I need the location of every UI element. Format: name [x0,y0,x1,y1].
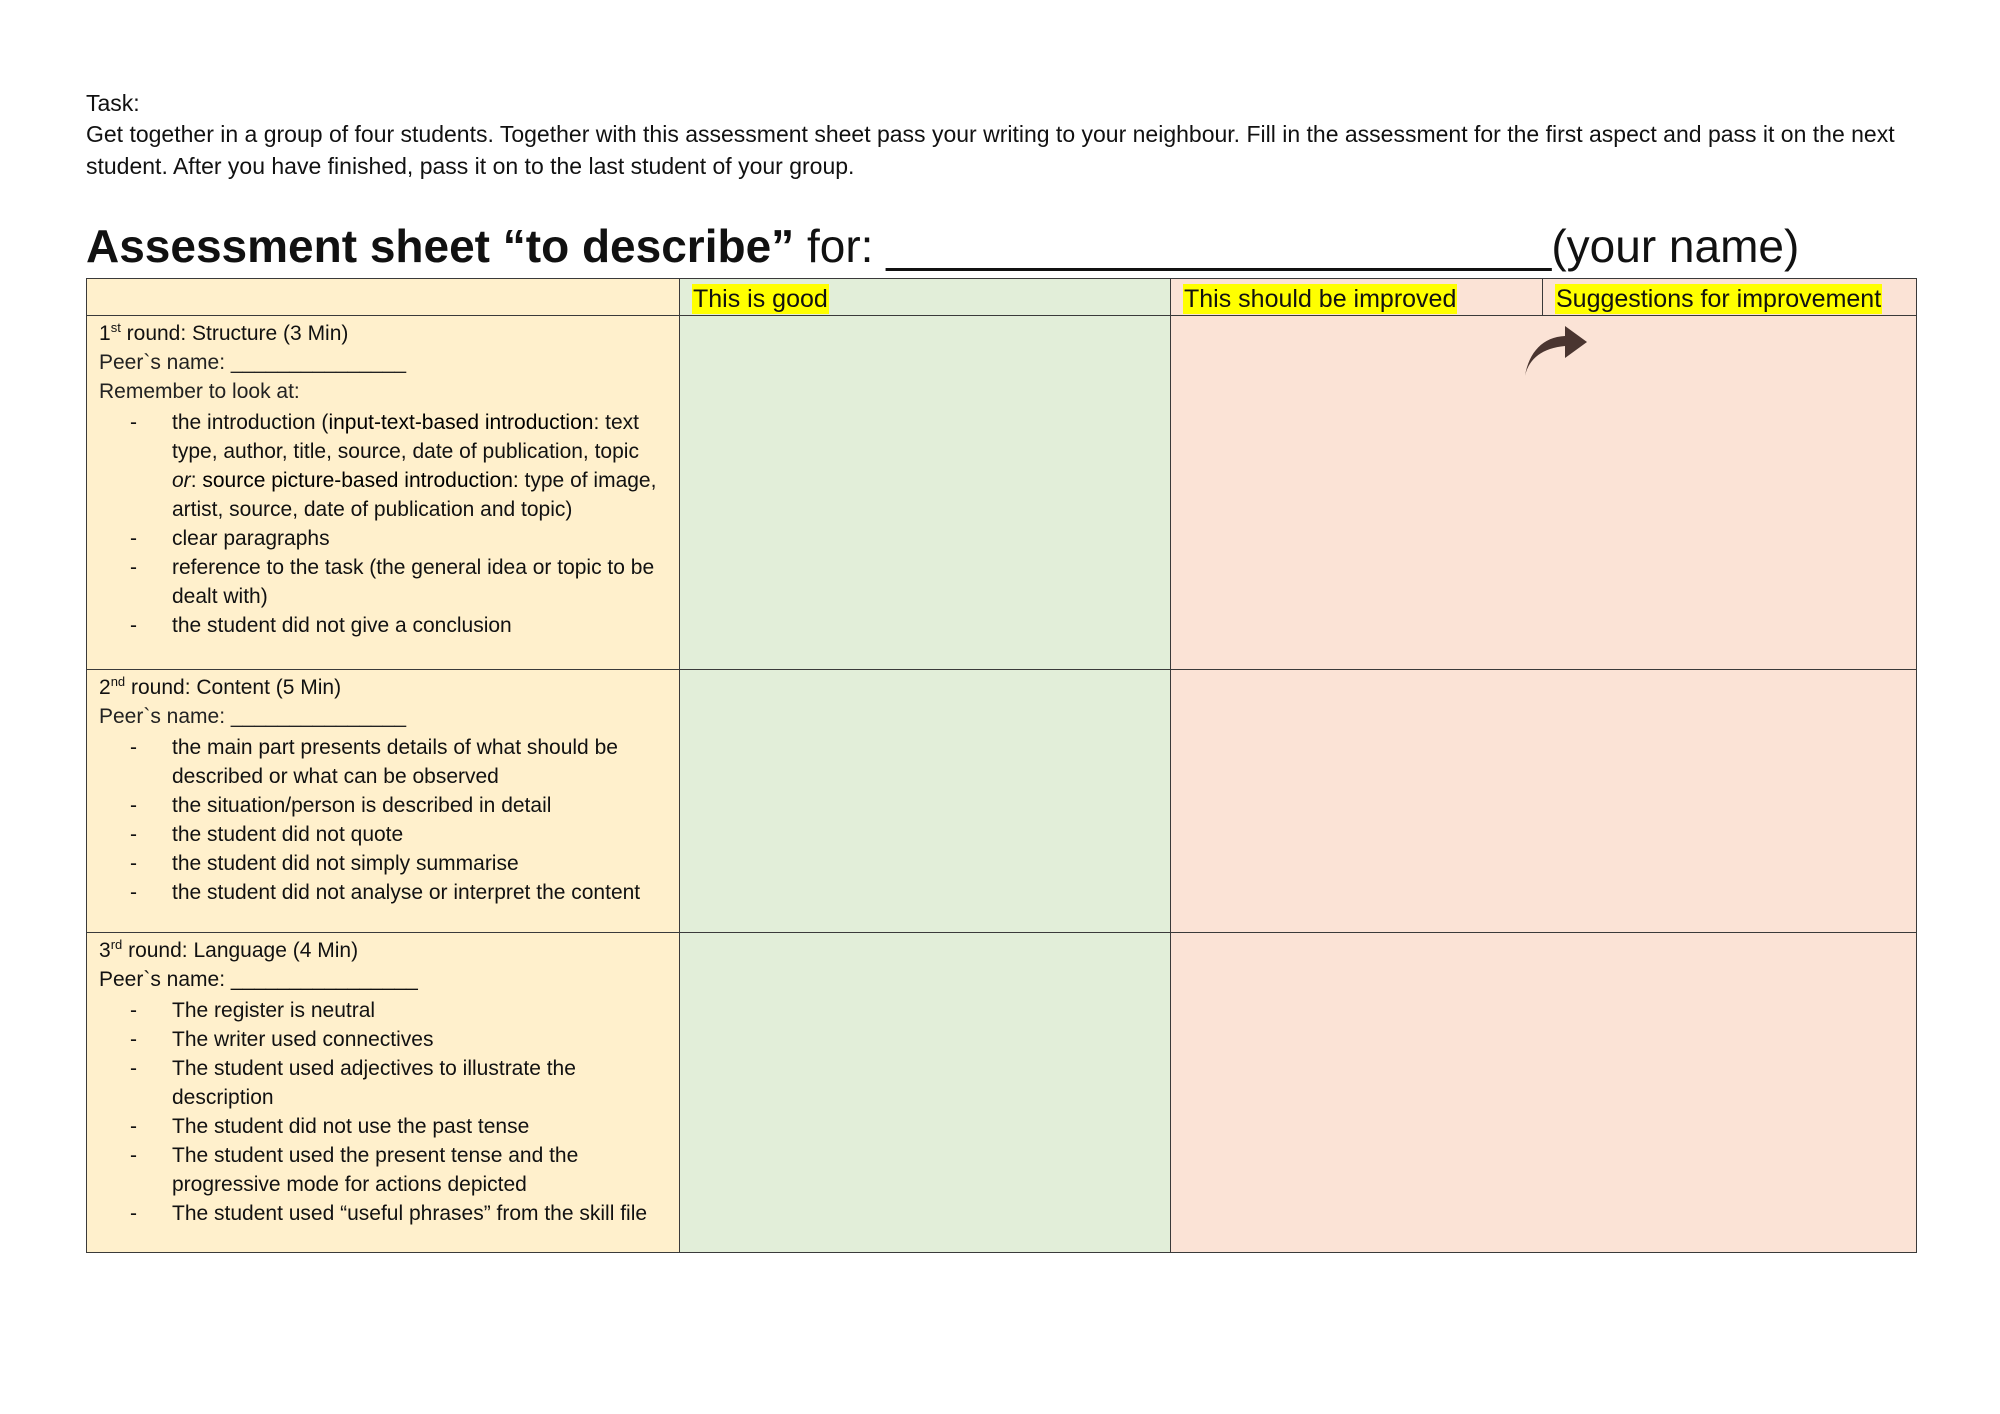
list-item: - the student did not quote [172,820,669,849]
list-item: - the student did not give a conclusion [172,611,669,640]
round-1-remember: Remember to look at: [99,380,300,403]
round-3-row [87,933,1917,1253]
task-label: Task: [86,90,140,116]
round-1-row [87,316,1917,670]
round-2-title [99,673,669,702]
intro-text-f: source picture-based introduction: [202,469,519,492]
header-criteria-cell [87,279,680,316]
round-2-row [87,670,1917,933]
list-item: - clear paragraphs [172,524,669,553]
round-3-title-text: round: Language (4 Min) [122,939,359,962]
round-2-good-cell[interactable] [680,670,1171,933]
round-1-peer-name: Peer`s name: _______________ [99,351,407,374]
round-3-list [99,996,669,1228]
round-3-ordinal: 3 [99,939,111,962]
intro-text-g: type of image, artist, source, date of publication and topic) [172,469,657,521]
list-item: - the situation/person is described in detail [172,791,669,820]
round-1-title [99,319,669,348]
round-2-peer-name: Peer`s name: _______________ [99,705,407,728]
list-item: - The student did not use the past tense [172,1112,669,1141]
header-improve-label: This should be improved [1184,285,1457,313]
list-item [172,408,669,524]
round-2-criteria [87,670,680,933]
round-3-improve-cell[interactable] [1171,933,1917,1253]
round-1-suffix: st [110,320,121,335]
round-3-criteria [87,933,680,1253]
assessment-table [86,278,1917,1253]
round-2-list [99,733,669,907]
round-2-suffix: nd [110,674,126,689]
list-item: - The student used adjectives to illustrate the description [172,1054,669,1112]
list-item: - the student did not analyse or interpret the content [172,878,669,907]
round-3-good-cell[interactable] [680,933,1171,1253]
header-good-cell [680,279,1171,316]
list-item: - The student used the present tense and the progressive mode for actions depicted [172,1141,669,1199]
intro-text-a: the introduction ( [172,411,329,434]
round-2-title-text: round: Content (5 Min) [125,676,342,699]
sheet-title [86,218,1799,274]
list-item: - reference to the task (the general idea or topic to be dealt with) [172,553,669,611]
intro-text-c: : text type, author, title, source, date of publication, topic [172,411,639,463]
curved-arrow-right-icon [1521,324,1591,380]
list-item: - The writer used connectives [172,1025,669,1054]
list-item: - The register is neutral [172,996,669,1025]
round-3-title [99,936,669,965]
round-2-improve-cell[interactable] [1171,670,1917,933]
round-3-suffix: rd [110,937,123,952]
sheet-title-name-line: for: __________________________(your name) [794,220,1800,272]
intro-text-e: : [190,469,203,492]
round-1-list [99,408,669,640]
intro-text-b: input-text-based introduction [328,411,594,434]
header-improve-cell [1171,279,1543,316]
list-item: - the student did not simply summarise [172,849,669,878]
round-1-criteria [87,316,680,670]
header-good-label: This is good [693,285,828,313]
round-1-good-cell[interactable] [680,316,1171,670]
round-1-title-text: round: Structure (3 Min) [120,322,349,345]
header-suggestions-label: Suggestions for improvement [1556,285,1882,313]
intro-text-d: or [172,469,191,492]
header-row [87,279,1917,316]
task-instructions: Get together in a group of four students. Together with this assessment sheet pass your writing to your neighbour. Fill in the assessment for the first aspect and pass it on the next student. After you have finished, pass it on to the last student of your group. [86,121,1895,179]
list-item: - the main part presents details of what should be described or what can be observed [172,733,669,791]
list-item: - The student used “useful phrases” from the skill file [172,1199,669,1228]
round-3-peer-name: Peer`s name: ________________ [99,968,418,991]
sheet-title-bold: Assessment sheet “to describe” [86,220,795,272]
round-1-improve-cell[interactable] [1171,316,1917,670]
round-2-ordinal: 2 [99,676,111,699]
round-1-ordinal: 1 [99,322,111,345]
header-suggestions-cell [1543,279,1917,316]
